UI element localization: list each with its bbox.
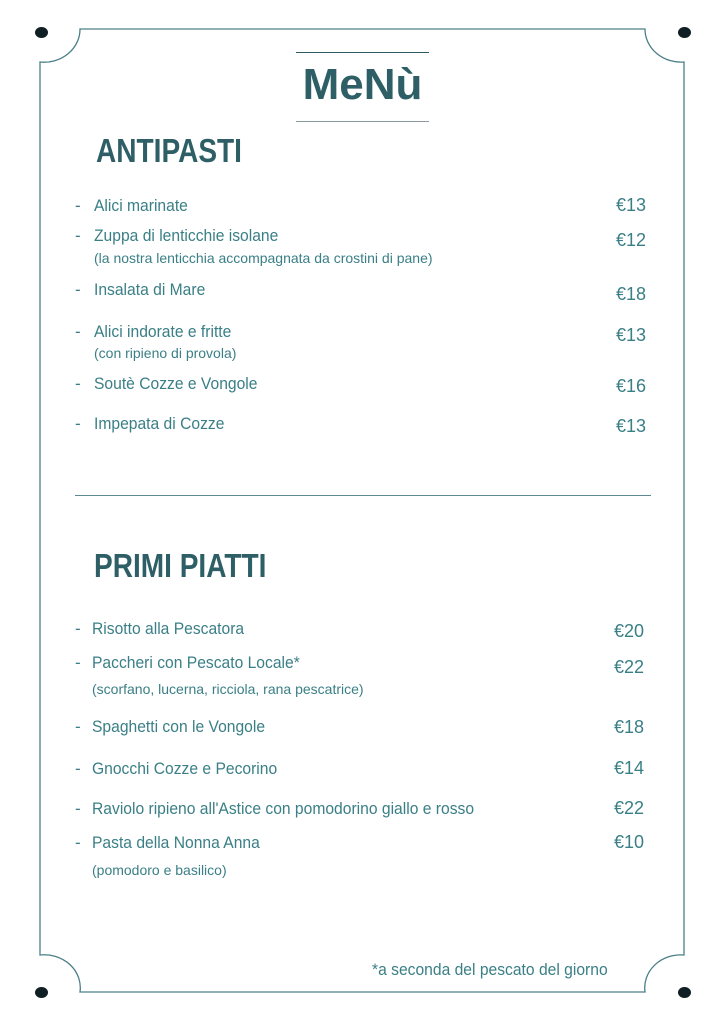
menu-item-price: €14 — [613, 758, 644, 778]
item-dash: - — [75, 280, 81, 299]
menu-item-price: €13 — [615, 195, 646, 215]
menu-item-name: Risotto alla Pescatora — [92, 619, 245, 638]
menu-item-description: (la nostra lenticchia accompagnata da crostini di pane) — [94, 250, 433, 266]
item-dash: - — [75, 619, 81, 638]
menu-title: MeNù — [296, 52, 429, 122]
corner-dot — [35, 987, 48, 998]
menu-item-description: (pomodoro e basilico) — [92, 862, 227, 878]
menu-item-price: €22 — [613, 657, 644, 677]
menu-item-price: €13 — [615, 416, 646, 436]
menu-item-name: Alici indorate e fritte — [94, 322, 232, 341]
footnote: *a seconda del pescato del giorno — [372, 960, 608, 979]
corner-dot — [678, 987, 691, 998]
item-dash: - — [75, 799, 81, 818]
item-dash: - — [75, 374, 81, 393]
section-heading: ANTIPASTI — [96, 132, 242, 169]
menu-item-price: €18 — [615, 284, 646, 304]
item-dash: - — [75, 833, 81, 852]
menu-item-price: €22 — [613, 798, 644, 818]
item-dash: - — [75, 759, 81, 778]
menu-item-price: €13 — [615, 325, 646, 345]
menu-item-name: Gnocchi Cozze e Pecorino — [92, 759, 278, 778]
item-dash: - — [75, 653, 81, 672]
menu-item-description: (con ripieno di provola) — [94, 345, 237, 361]
item-dash: - — [75, 196, 81, 215]
menu-item-name: Pasta della Nonna Anna — [92, 833, 260, 852]
menu-item-price: €12 — [615, 230, 646, 250]
item-dash: - — [75, 226, 81, 245]
menu-item-name: Soutè Cozze e Vongole — [94, 374, 258, 393]
item-dash: - — [75, 717, 81, 736]
item-dash: - — [75, 414, 81, 433]
menu-item-price: €16 — [615, 376, 646, 396]
menu-item-name: Spaghetti con le Vongole — [92, 717, 266, 736]
corner-dot — [678, 27, 691, 38]
menu-item-price: €20 — [613, 621, 644, 641]
item-dash: - — [75, 322, 81, 341]
corner-dot — [35, 27, 48, 38]
menu-item-price: €10 — [613, 832, 644, 852]
menu-item-name: Impepata di Cozze — [94, 414, 225, 433]
menu-item-price: €18 — [613, 717, 644, 737]
menu-item-name: Insalata di Mare — [94, 280, 206, 299]
menu-item-description: (scorfano, lucerna, ricciola, rana pescatrice) — [92, 681, 364, 697]
section-divider — [75, 495, 651, 496]
menu-item-name: Raviolo ripieno all'Astice con pomodorino giallo e rosso — [92, 799, 475, 818]
menu-item-name: Alici marinate — [94, 196, 188, 215]
section-heading: PRIMI PIATTI — [94, 547, 267, 584]
menu-item-name: Paccheri con Pescato Locale* — [92, 653, 300, 672]
menu-item-name: Zuppa di lenticchie isolane — [94, 226, 279, 245]
